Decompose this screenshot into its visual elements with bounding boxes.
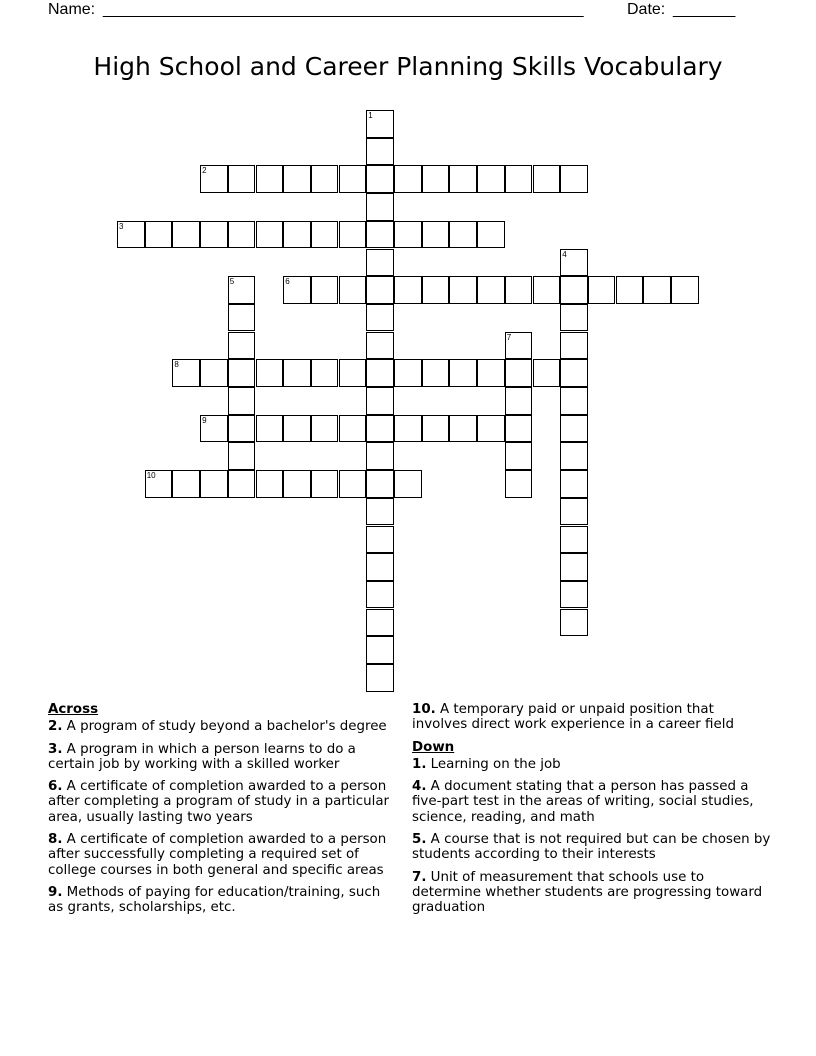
grid-cell[interactable] [366,304,394,332]
grid-cell[interactable] [366,470,394,498]
name-label: Name: [48,1,96,18]
grid-cell[interactable] [200,165,228,193]
grid-cell[interactable] [366,442,394,470]
grid-cell[interactable] [505,387,533,415]
across-heading: Across [48,702,99,717]
grid-cell[interactable] [560,276,588,304]
clue-text: A program of study beyond a bachelor's degree [66,719,387,735]
grid-cell[interactable] [311,165,339,193]
grid-cell[interactable] [560,609,588,637]
grid-cell[interactable] [422,221,450,249]
clue-text: A program in which a person learns to do a certain job by working with a skilled worker [48,741,356,772]
clue-text: A temporary paid or unpaid position that involves direct work experience in a career field [412,702,734,733]
clue-number: 3. [48,741,63,757]
grid-cell[interactable] [560,165,588,193]
grid-cell[interactable] [256,415,284,443]
grid-cell[interactable] [394,165,422,193]
grid-cell[interactable] [505,276,533,304]
grid-cell[interactable] [366,553,394,581]
grid-cell[interactable] [366,415,394,443]
grid-cell[interactable] [533,359,561,387]
clue-down-5 [412,832,772,863]
grid-cell[interactable] [366,359,394,387]
grid-cell[interactable] [560,415,588,443]
clue-text: A course that is not required but can be chosen by students according to their interests [412,832,771,863]
clue-number-label: 3 [119,221,124,231]
grid-cell[interactable] [560,387,588,415]
clue-number: 6. [48,779,63,795]
grid-cell[interactable] [505,359,533,387]
grid-cell[interactable] [228,359,256,387]
clue-number-label: 10 [146,471,156,481]
grid-cell[interactable] [256,470,284,498]
grid-cell[interactable] [366,498,394,526]
grid-cell[interactable] [560,304,588,332]
grid-cell[interactable] [172,221,200,249]
grid-cell[interactable] [477,276,505,304]
clue-number: 4. [412,779,427,795]
grid-cell[interactable] [560,359,588,387]
grid-cell[interactable] [228,276,256,304]
grid-cell[interactable] [311,276,339,304]
grid-cell[interactable] [283,470,311,498]
grid-cell[interactable] [228,442,256,470]
clues-column-left [48,702,398,923]
grid-cell[interactable] [394,415,422,443]
grid-cell[interactable] [560,498,588,526]
grid-cell[interactable] [366,609,394,637]
grid-cell[interactable] [366,581,394,609]
clue-number-label: 8 [174,360,179,370]
grid-cell[interactable] [560,442,588,470]
grid-cell[interactable] [339,359,367,387]
grid-cell[interactable] [366,165,394,193]
grid-cell[interactable] [422,276,450,304]
grid-cell[interactable] [228,387,256,415]
grid-cell[interactable] [422,359,450,387]
clue-number-label: 7 [506,332,512,342]
clue-number: 1. [412,756,427,772]
grid-cell[interactable] [366,387,394,415]
grid-cell[interactable] [449,359,477,387]
clue-across-3 [48,742,398,773]
grid-cell[interactable] [505,442,533,470]
grid-cell[interactable] [422,165,450,193]
grid-cell[interactable] [228,304,256,332]
grid-cell[interactable] [200,470,228,498]
page-title: High School and Career Planning Skills Vocabulary [93,52,723,81]
grid-cell[interactable] [228,415,256,443]
grid-cell[interactable] [172,470,200,498]
grid-cell[interactable] [366,636,394,664]
clue-text: Methods of paying for education/training, such as grants, scholarships, etc. [48,884,381,916]
grid-cell[interactable] [505,332,533,360]
grid-cell[interactable] [643,276,671,304]
grid-cell[interactable] [283,415,311,443]
grid-cell[interactable] [117,221,145,249]
grid-cell[interactable] [366,249,394,277]
grid-cell[interactable] [339,165,367,193]
grid-cell[interactable] [283,221,311,249]
grid-cell[interactable] [283,359,311,387]
date-blank: _______ [673,1,736,18]
clue-number: 2. [48,719,63,735]
grid-cell[interactable] [145,221,173,249]
grid-cell[interactable] [394,276,422,304]
down-heading: Down [412,739,455,755]
clue-text: Unit of measurement that schools use to determine whether students are progressing toward graduation [412,869,763,916]
clue-number: 9. [48,884,63,900]
grid-cell[interactable] [256,359,284,387]
clue-across-8 [48,832,398,878]
clue-text: A document stating that a person has passed a five-part test in the areas of writing, social studies, science, reading, and math [412,779,754,825]
grid-cell[interactable] [256,165,284,193]
clue-number-label: 9 [202,415,207,425]
clue-down-1 [412,757,772,772]
clue-number-label: 5 [229,277,235,287]
grid-cell[interactable] [394,221,422,249]
grid-cell[interactable] [339,470,367,498]
grid-cell[interactable] [533,276,561,304]
grid-cell[interactable] [228,470,256,498]
grid-cell[interactable] [200,221,228,249]
grid-cell[interactable] [671,276,699,304]
grid-cell[interactable] [449,165,477,193]
grid-cell[interactable] [145,470,173,498]
clue-text: Learning on the job [430,756,561,772]
grid-cell[interactable] [505,470,533,498]
grid-cell[interactable] [560,526,588,554]
grid-cell[interactable] [505,415,533,443]
grid-cell[interactable] [200,415,228,443]
grid-cell[interactable] [560,332,588,360]
clue-text: A certificate of completion awarded to a person after completing a program of study in a particular area, usually lasting two years [48,779,390,825]
grid-cell[interactable] [366,332,394,360]
grid-cell[interactable] [311,359,339,387]
grid-cell[interactable] [366,110,394,138]
clue-number-label: 6 [285,277,290,287]
clue-number: 8. [48,832,63,848]
clue-number: 5. [412,832,427,848]
clue-number-label: 4 [562,249,567,259]
clue-number: 10. [412,702,436,717]
grid-cell[interactable] [339,221,367,249]
date-label: Date: [627,1,666,18]
grid-cell[interactable] [228,332,256,360]
clue-number-label: 1 [368,111,373,120]
grid-cell[interactable] [560,249,588,277]
grid-cell[interactable] [366,664,394,692]
grid-cell[interactable] [505,165,533,193]
clue-across-2 [48,719,398,734]
clue-across-6 [48,779,398,825]
grid-cell[interactable] [560,553,588,581]
grid-cell[interactable] [449,415,477,443]
grid-cell[interactable] [311,415,339,443]
grid-cell[interactable] [560,581,588,609]
grid-cell[interactable] [311,221,339,249]
grid-cell[interactable] [311,470,339,498]
grid-cell[interactable] [477,415,505,443]
clue-across-9 [48,885,398,916]
grid-cell[interactable] [394,470,422,498]
clue-number-label: 2 [202,166,207,176]
grid-cell[interactable] [200,359,228,387]
grid-cell[interactable] [339,276,367,304]
name-blank: ______________________________________________________ [103,1,584,18]
grid-cell[interactable] [366,526,394,554]
grid-cell[interactable] [256,221,284,249]
grid-cell[interactable] [533,165,561,193]
grid-cell[interactable] [283,165,311,193]
grid-cell[interactable] [172,359,200,387]
clue-down-4 [412,779,772,825]
grid-cell[interactable] [339,415,367,443]
clue-number: 7. [412,869,427,885]
grid-cell[interactable] [449,276,477,304]
grid-cell[interactable] [560,470,588,498]
grid-cell[interactable] [477,165,505,193]
grid-cell[interactable] [228,221,256,249]
clue-text: A certificate of completion awarded to a person after successfully completing a required set of college courses in both general and specific areas [48,832,387,878]
clues-column-right [412,702,772,923]
grid-cell[interactable] [588,276,616,304]
grid-cell[interactable] [366,276,394,304]
grid-cell[interactable] [366,193,394,221]
grid-cell[interactable] [422,415,450,443]
clue-across-10 [412,702,772,733]
grid-cell[interactable] [449,221,477,249]
grid-cell[interactable] [283,276,311,304]
grid-cell[interactable] [366,221,394,249]
clue-down-7 [412,870,772,916]
grid-cell[interactable] [477,221,505,249]
grid-cell[interactable] [477,359,505,387]
grid-cell[interactable] [228,165,256,193]
grid-cell[interactable] [394,359,422,387]
grid-cell[interactable] [366,138,394,166]
grid-cell[interactable] [616,276,644,304]
